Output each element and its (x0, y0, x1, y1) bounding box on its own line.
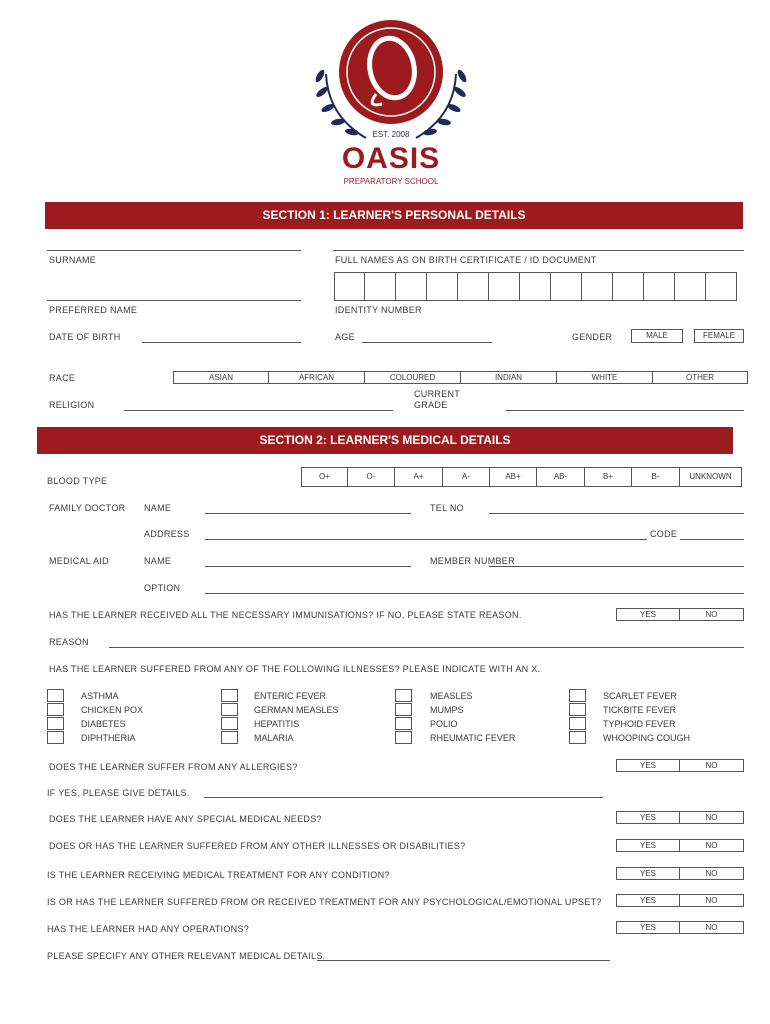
allergies-question: DOES THE LEARNER SUFFER FROM ANY ALLERGIES? (49, 762, 298, 772)
race-asian[interactable]: ASIAN (173, 371, 269, 384)
blood-o-pos[interactable]: O+ (301, 467, 348, 487)
other-details-line[interactable] (317, 960, 610, 961)
illness-checkbox[interactable] (395, 703, 412, 716)
identity-number-label: IDENTITY NUMBER (335, 305, 422, 315)
member-number-label: MEMBER NUMBER (430, 556, 515, 566)
treatment-yes-no (616, 867, 744, 880)
tel-no-line[interactable] (489, 513, 744, 514)
blood-unknown[interactable]: UNKNOWN (680, 467, 742, 487)
logo-name: OASIS (341, 142, 441, 175)
race-white[interactable]: WHITE (557, 371, 653, 384)
other-illnesses-yes-no (616, 839, 744, 852)
age-label: AGE (335, 332, 355, 342)
illness-checkbox[interactable] (569, 731, 586, 744)
race-options (173, 371, 748, 384)
illness-label: MALARIA (254, 733, 294, 743)
allergy-details-line[interactable] (204, 797, 603, 798)
member-number-line[interactable] (489, 566, 744, 567)
tel-no-label: TEL NO (430, 503, 464, 513)
doctor-name-label: NAME (144, 503, 172, 513)
illness-checkbox[interactable] (47, 731, 64, 744)
special-needs-question: DOES THE LEARNER HAVE ANY SPECIAL MEDICAL NEEDS? (49, 814, 322, 824)
illness-label: DIPHTHERIA (81, 733, 136, 743)
operations-no[interactable]: NO (680, 921, 744, 934)
blood-a-pos[interactable]: A+ (395, 467, 443, 487)
immunisations-yes-no (616, 608, 744, 621)
other-illnesses-question: DOES OR HAS THE LEARNER SUFFERED FROM ANY OTHER ILLNESSES OR DISABILITIES? (49, 841, 466, 851)
illness-label: SCARLET FEVER (603, 691, 677, 701)
psych-question: IS OR HAS THE LEARNER SUFFERED FROM OR RECEIVED TREATMENT FOR ANY PSYCHOLOGICAL/EMOTIONAL UPSET? (47, 897, 602, 907)
allergies-yes-no (616, 759, 744, 772)
allergy-details-label: IF YES, PLEASE GIVE DETAILS. (47, 788, 190, 798)
illness-checkbox[interactable] (569, 689, 586, 702)
race-african[interactable]: AFRICAN (269, 371, 365, 384)
illness-label: ENTERIC FEVER (254, 691, 327, 701)
blood-type-label: BLOOD TYPE (47, 476, 108, 486)
blood-ab-neg[interactable]: AB- (537, 467, 585, 487)
illness-label: CHICKEN POX (81, 705, 144, 715)
dob-line[interactable] (142, 342, 301, 343)
blood-type-options (301, 467, 742, 487)
illness-column-4 (603, 689, 690, 745)
treatment-question: IS THE LEARNER RECEIVING MEDICAL TREATMENT FOR ANY CONDITION? (47, 870, 390, 880)
race-label: RACE (49, 373, 76, 383)
illness-checkbox[interactable] (569, 703, 586, 716)
gender-male[interactable]: MALE (631, 329, 683, 343)
illness-checkbox[interactable] (221, 703, 238, 716)
section2-header: SECTION 2: LEARNER'S MEDICAL DETAILS (37, 427, 733, 454)
illness-checkbox[interactable] (47, 689, 64, 702)
address-label: ADDRESS (144, 529, 190, 539)
preferred-name-line[interactable] (47, 300, 301, 301)
full-names-label: FULL NAMES AS ON BIRTH CERTIFICATE / ID DOCUMENT (335, 255, 597, 265)
operations-question: HAS THE LEARNER HAD ANY OPERATIONS? (47, 924, 250, 934)
logo-subtitle: PREPARATORY SCHOOL (343, 177, 439, 186)
illness-checkbox[interactable] (569, 717, 586, 730)
race-indian[interactable]: INDIAN (461, 371, 557, 384)
illness-checkbox[interactable] (47, 703, 64, 716)
blood-b-pos[interactable]: B+ (585, 467, 632, 487)
illness-checkbox[interactable] (395, 689, 412, 702)
other-details-label: PLEASE SPECIFY ANY OTHER RELEVANT MEDICAL DETAILS. (47, 951, 326, 961)
illness-label: TYPHOID FEVER (603, 719, 676, 729)
family-doctor-label: FAMILY DOCTOR (49, 503, 126, 513)
special-needs-yes-no (616, 811, 744, 824)
allergies-yes[interactable]: YES (616, 759, 680, 772)
age-line[interactable] (362, 342, 492, 343)
blood-b-neg[interactable]: B- (632, 467, 680, 487)
surname-label: SURNAME (49, 255, 97, 265)
illness-label: MUMPS (430, 705, 464, 715)
illness-checkbox[interactable] (395, 717, 412, 730)
special-needs-no[interactable]: NO (680, 811, 744, 824)
race-other[interactable]: OTHER (653, 371, 748, 384)
race-coloured[interactable]: COLOURED (365, 371, 461, 384)
address-line[interactable] (205, 539, 647, 540)
illness-label: RHEUMATIC FEVER (430, 733, 516, 743)
current-grade-label-2: GRADE (414, 400, 448, 410)
gender-female[interactable]: FEMALE (694, 329, 744, 343)
immunisations-question: HAS THE LEARNER RECEIVED ALL THE NECESSARY IMMUNISATIONS? IF NO, PLEASE STATE REASON. (49, 610, 522, 620)
illness-label: MEASLES (430, 691, 473, 701)
illness-checkbox[interactable] (395, 731, 412, 744)
immunisations-yes[interactable]: YES (616, 608, 680, 621)
current-grade-label-1: CURRENT (414, 389, 461, 399)
psych-yes[interactable]: YES (616, 894, 680, 907)
illness-checkbox[interactable] (221, 731, 238, 744)
illness-column-1 (81, 689, 143, 745)
special-needs-yes[interactable]: YES (616, 811, 680, 824)
religion-line[interactable] (124, 410, 393, 411)
illness-label: WHOOPING COUGH (603, 733, 690, 743)
illness-label: HEPATITIS (254, 719, 300, 729)
code-label: CODE (650, 529, 678, 539)
option-line[interactable] (205, 593, 744, 594)
illness-column-3 (430, 689, 515, 745)
treatment-yes[interactable]: YES (616, 867, 680, 880)
illness-checkbox[interactable] (221, 717, 238, 730)
illness-label: GERMAN MEASLES (254, 705, 339, 715)
full-names-line[interactable] (333, 250, 744, 251)
surname-line[interactable] (47, 250, 301, 251)
other-illnesses-yes[interactable]: YES (616, 839, 680, 852)
operations-yes[interactable]: YES (616, 921, 680, 934)
psych-yes-no (616, 894, 744, 907)
gender-label: GENDER (572, 332, 613, 342)
operations-yes-no (616, 921, 744, 934)
identity-number-cells[interactable] (334, 272, 737, 301)
illness-column-2 (254, 689, 339, 745)
illness-label: POLIO (430, 719, 458, 729)
illness-checkbox[interactable] (47, 717, 64, 730)
blood-a-neg[interactable]: A- (443, 467, 490, 487)
illness-label: ASTHMA (81, 691, 119, 701)
dob-label: DATE OF BIRTH (49, 332, 121, 342)
doctor-name-line[interactable] (205, 513, 411, 514)
allergies-no[interactable]: NO (680, 759, 744, 772)
preferred-name-label: PREFERRED NAME (49, 305, 138, 315)
school-logo (306, 16, 476, 192)
illness-checkbox[interactable] (221, 689, 238, 702)
current-grade-line[interactable] (506, 410, 744, 411)
blood-o-neg[interactable]: O- (348, 467, 395, 487)
code-line[interactable] (680, 539, 744, 540)
illnesses-question: HAS THE LEARNER SUFFERED FROM ANY OF THE FOLLOWING ILLNESSES? PLEASE INDICATE WITH AN X. (49, 664, 541, 674)
option-label: OPTION (144, 583, 181, 593)
psych-no[interactable]: NO (680, 894, 744, 907)
section1-header: SECTION 1: LEARNER'S PERSONAL DETAILS (45, 202, 743, 229)
immunisations-no[interactable]: NO (680, 608, 744, 621)
treatment-no[interactable]: NO (680, 867, 744, 880)
blood-ab-pos[interactable]: AB+ (490, 467, 537, 487)
logo-est: EST. 2008 (372, 130, 410, 139)
religion-label: RELIGION (49, 400, 95, 410)
illness-label: TICKBITE FEVER (603, 705, 677, 715)
illness-label: DIABETES (81, 719, 126, 729)
other-illnesses-no[interactable]: NO (680, 839, 744, 852)
medical-aid-name-label: NAME (144, 556, 172, 566)
reason-label: REASON (49, 637, 89, 647)
medical-aid-label: MEDICAL AID (49, 556, 109, 566)
medical-aid-name-line[interactable] (205, 566, 411, 567)
reason-line[interactable] (109, 647, 744, 648)
